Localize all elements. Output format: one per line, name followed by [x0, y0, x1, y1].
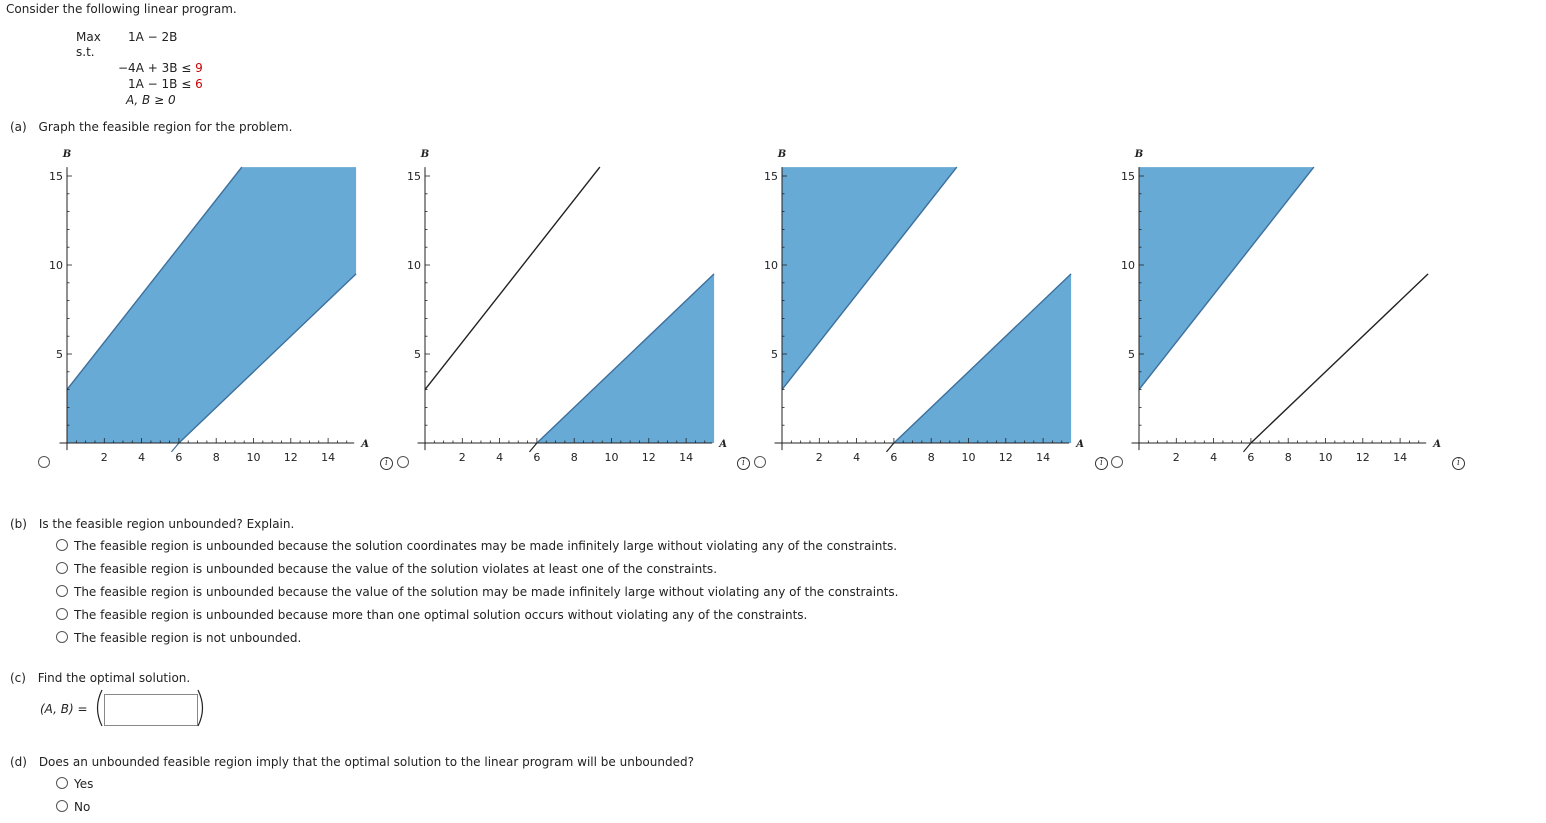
- x-tick-label: 2: [100, 451, 108, 464]
- y-tick-label: 15: [1121, 170, 1135, 183]
- part-d-option-no[interactable]: [56, 800, 90, 814]
- x-tick-label: 2: [1172, 451, 1180, 464]
- y-tick-label: 5: [414, 348, 421, 361]
- x-tick-label: 14: [1393, 451, 1408, 464]
- graph-option-1-radio[interactable]: [38, 456, 50, 468]
- x-tick-label: 14: [321, 451, 336, 464]
- constraint-2: [128, 77, 203, 91]
- x-tick-label: 2: [458, 451, 466, 464]
- radio-button[interactable]: [56, 608, 68, 620]
- option-label: The feasible region is unbounded because the solution coordinates may be made infinitely large without violating any of the constraints.: [74, 539, 898, 553]
- x-axis-name: A: [719, 439, 727, 450]
- part-c-tag: (c): [10, 671, 26, 685]
- graph-option-3-radio[interactable]: [754, 456, 766, 468]
- part-d-prompt: [10, 755, 694, 769]
- radio-button[interactable]: [56, 585, 68, 597]
- x-tick-label: 4: [496, 451, 504, 464]
- x-tick-label: 2: [815, 451, 823, 464]
- option-label: The feasible region is not unbounded.: [74, 631, 302, 645]
- y-tick-label: 10: [1121, 259, 1135, 272]
- part-b-text: Is the feasible region unbounded? Explain.: [38, 517, 295, 531]
- x-tick-label: 8: [212, 451, 220, 464]
- x-tick-label: 4: [853, 451, 861, 464]
- graph-option-3-info-icon[interactable]: i: [1095, 457, 1108, 470]
- option-label: The feasible region is unbounded because more than one optimal solution occurs without violating any of the constraints.: [74, 608, 808, 622]
- x-tick-label: 10: [1318, 451, 1333, 464]
- option-label: Yes: [74, 777, 94, 791]
- graph-option-2-info-icon[interactable]: i: [737, 457, 750, 470]
- constraint-1-lhs: −4A + 3B ≤: [118, 61, 192, 75]
- part-c-text: Find the optimal solution.: [37, 671, 191, 685]
- objective-function: 1A − 2B: [128, 30, 178, 44]
- radio-button[interactable]: [56, 562, 68, 574]
- part-d-tag: (d): [10, 755, 27, 769]
- part-a-text: Graph the feasible region for the problem.: [38, 120, 293, 134]
- x-tick-label: 12: [283, 451, 298, 464]
- x-tick-label: 8: [1284, 451, 1292, 464]
- y-axis-name: B: [62, 149, 72, 161]
- part-b-option-4[interactable]: [56, 608, 807, 622]
- constraint-1: [118, 61, 203, 75]
- graph-option-1-info-icon[interactable]: i: [380, 457, 393, 470]
- x-tick-label: 10: [604, 451, 619, 464]
- part-a-prompt: [10, 120, 292, 134]
- x-tick-label: 12: [1355, 451, 1370, 464]
- part-b-option-5[interactable]: [56, 631, 301, 645]
- graph-option-4-radio[interactable]: [1111, 456, 1123, 468]
- x-tick-label: 6: [533, 451, 541, 464]
- graph-option-4: [1102, 140, 1452, 470]
- radio-button[interactable]: [56, 539, 68, 551]
- part-b-option-2[interactable]: [56, 562, 717, 576]
- x-axis-name: A: [1433, 439, 1441, 450]
- option-label: The feasible region is unbounded because the value of the solution may be made infinitely large without violating any of the constraints.: [74, 585, 899, 599]
- y-tick-label: 10: [764, 259, 778, 272]
- part-c-prompt: [10, 671, 190, 685]
- graph-option-3: [745, 140, 1095, 470]
- radio-button[interactable]: [56, 800, 68, 812]
- part-b-option-1[interactable]: [56, 539, 897, 553]
- constraint-line-2: [1251, 274, 1428, 443]
- x-tick-label: 10: [961, 451, 976, 464]
- x-tick-label: 4: [138, 451, 146, 464]
- part-d-text: Does an unbounded feasible region imply that the optimal solution to the linear program will be unbounded?: [38, 755, 694, 769]
- graph-option-2-radio[interactable]: [397, 456, 409, 468]
- x-tick-label: 6: [890, 451, 898, 464]
- y-tick-label: 5: [1128, 348, 1135, 361]
- y-axis-name: B: [777, 149, 787, 161]
- graph-option-4-info-icon[interactable]: i: [1452, 457, 1465, 470]
- option-label: The feasible region is unbounded because the value of the solution violates at least one of the constraints.: [74, 562, 718, 576]
- graph-option-1: [30, 140, 380, 470]
- x-tick-label: 8: [927, 451, 935, 464]
- option-label: No: [74, 800, 91, 814]
- st-label: s.t.: [76, 45, 95, 59]
- y-axis-name: B: [420, 149, 430, 161]
- x-tick-label: 4: [1210, 451, 1218, 464]
- part-b-tag: (b): [10, 517, 27, 531]
- x-tick-label: 12: [998, 451, 1013, 464]
- nonnegativity-constraint: A, B ≥ 0: [126, 93, 176, 107]
- constraint-line-1: [425, 167, 600, 390]
- x-axis-name: A: [1076, 439, 1084, 450]
- radio-button[interactable]: [56, 631, 68, 643]
- x-tick-label: 12: [641, 451, 656, 464]
- x-axis-name: A: [361, 439, 369, 450]
- x-tick-label: 6: [175, 451, 183, 464]
- part-b-option-3[interactable]: [56, 585, 899, 599]
- x-tick-label: 14: [1036, 451, 1051, 464]
- y-tick-label: 10: [407, 259, 421, 272]
- radio-button[interactable]: [56, 777, 68, 789]
- left-paren-icon: [92, 688, 104, 728]
- y-tick-label: 5: [56, 348, 63, 361]
- part-b-prompt: [10, 517, 294, 531]
- y-tick-label: 15: [49, 170, 63, 183]
- constraint-2-rhs: 6: [195, 77, 203, 91]
- x-tick-label: 6: [1247, 451, 1255, 464]
- max-label: Max: [76, 30, 101, 44]
- part-a-tag: (a): [10, 120, 27, 134]
- y-tick-label: 5: [771, 348, 778, 361]
- intro-text: Consider the following linear program.: [6, 2, 237, 16]
- constraint-1-rhs: 9: [195, 61, 203, 75]
- y-tick-label: 10: [49, 259, 63, 272]
- part-d-option-yes[interactable]: [56, 777, 93, 791]
- x-tick-label: 10: [246, 451, 261, 464]
- y-axis-name: B: [1134, 149, 1144, 161]
- y-tick-label: 15: [407, 170, 421, 183]
- optimal-solution-label: (A, B) =: [40, 702, 88, 716]
- right-paren-icon: [196, 688, 208, 728]
- optimal-solution-input[interactable]: [104, 694, 198, 726]
- feasible-region: [67, 167, 356, 443]
- y-tick-label: 15: [764, 170, 778, 183]
- x-tick-label: 8: [570, 451, 578, 464]
- constraint-2-lhs: 1A − 1B ≤: [128, 77, 192, 91]
- x-tick-label: 14: [679, 451, 694, 464]
- graph-option-2: [388, 140, 738, 470]
